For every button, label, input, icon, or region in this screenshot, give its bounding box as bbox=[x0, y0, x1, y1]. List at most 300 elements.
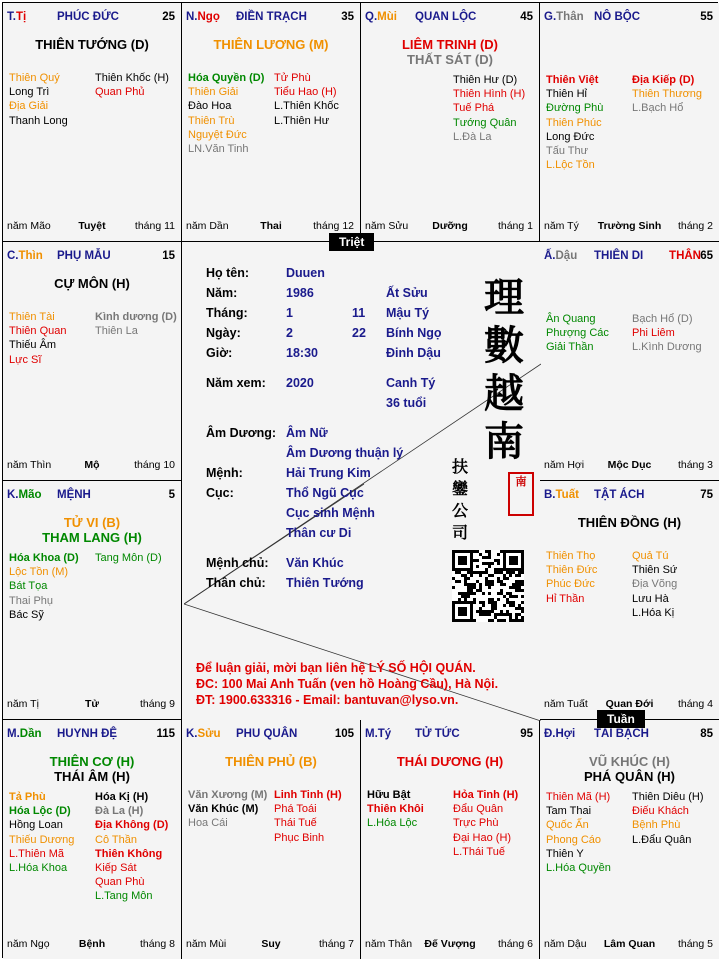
palace-footer bbox=[7, 459, 177, 473]
center-name-value: Duuen bbox=[286, 266, 325, 280]
center-view-canchi: Canh Tý bbox=[386, 376, 436, 390]
minor-stars-left bbox=[188, 788, 267, 831]
minor-star: Thiên Khốc (H) bbox=[95, 72, 169, 84]
center-menhchu-label: Mệnh chủ: bbox=[206, 556, 269, 570]
palace-name: TỬ TỨC bbox=[415, 728, 460, 740]
center-hour-label: Giờ: bbox=[206, 346, 233, 360]
center-menhchu-value: Văn Khúc bbox=[286, 556, 344, 570]
palace-branch bbox=[544, 728, 575, 740]
minor-star: Phá Toái bbox=[274, 803, 317, 816]
minor-star: Quả Tú bbox=[632, 550, 669, 562]
tuan-badge: Tuần bbox=[597, 710, 645, 728]
minor-star: Quan Phủ bbox=[95, 86, 145, 99]
minor-star: Trực Phù bbox=[453, 817, 499, 830]
minor-stars-right bbox=[632, 549, 677, 620]
palace-year: năm Thìn bbox=[7, 459, 52, 471]
palace-branch-prefix: Đ. bbox=[544, 728, 556, 740]
minor-star: L.Hóa Khoa bbox=[9, 862, 68, 875]
minor-star: Cô Thần bbox=[95, 833, 137, 846]
center-cuc-label: Cục: bbox=[206, 486, 234, 500]
minor-star: Địa Kiếp (D) bbox=[632, 74, 695, 86]
horoscope-chart bbox=[2, 2, 718, 958]
minor-star: Lực Sĩ bbox=[9, 353, 42, 366]
palace-branch-name: Mão bbox=[18, 489, 42, 501]
center-year-label: Năm: bbox=[206, 286, 238, 300]
center-thanchu-label: Thân chủ: bbox=[206, 576, 266, 590]
palace-month: tháng 9 bbox=[139, 698, 175, 710]
center-menh-label: Mệnh: bbox=[206, 466, 243, 480]
palace-branch-prefix: K. bbox=[186, 728, 198, 740]
palace-stage: Lâm Quan bbox=[603, 938, 656, 950]
palace-month: tháng 7 bbox=[318, 938, 354, 950]
palace-year: năm Tuất bbox=[544, 698, 588, 710]
palace-age: 65 bbox=[700, 250, 713, 262]
palace-year: năm Tị bbox=[7, 698, 39, 710]
minor-star: Tử Phù bbox=[274, 72, 311, 84]
palace-name: QUAN LỘC bbox=[415, 11, 477, 23]
minor-star: L.Đẩu Quân bbox=[632, 833, 692, 846]
palace-name: NÔ BỘC bbox=[594, 11, 640, 23]
palace-age: 55 bbox=[700, 11, 713, 23]
center-day-canchi: Bính Ngọ bbox=[386, 326, 442, 340]
minor-stars-left bbox=[9, 790, 74, 875]
minor-star: Thiên Mã (H) bbox=[546, 791, 611, 803]
center-month-label: Tháng: bbox=[206, 306, 248, 320]
minor-star: Phong Cáo bbox=[546, 833, 602, 846]
palace-age: 75 bbox=[700, 489, 713, 501]
palace-year: năm Mùi bbox=[186, 938, 227, 950]
minor-stars-left bbox=[188, 71, 264, 156]
palace-name: THIÊN DI bbox=[594, 250, 644, 262]
minor-stars-left bbox=[367, 788, 424, 831]
minor-stars-left bbox=[546, 312, 609, 355]
minor-star: Long Đức bbox=[546, 130, 595, 143]
main-star: LIÊM TRINH (D) bbox=[401, 37, 499, 52]
palace-month: tháng 2 bbox=[677, 220, 713, 232]
palace-month: tháng 1 bbox=[497, 220, 533, 232]
palace-stage: Mộ bbox=[84, 459, 100, 471]
minor-star: Hóa Khoa (D) bbox=[9, 552, 79, 564]
minor-star: Thiên Thương bbox=[632, 88, 703, 101]
minor-star: Phi Liêm bbox=[632, 327, 675, 340]
minor-star: Ân Quang bbox=[546, 313, 596, 325]
palace-header bbox=[186, 728, 356, 746]
minor-star: Địa Không (D) bbox=[95, 819, 169, 832]
contact-line: ĐT: 1900.633316 - Email: bantuvan@lyso.vn. bbox=[196, 693, 459, 707]
minor-star: Tấu Thư bbox=[546, 145, 589, 158]
minor-star: Phục Binh bbox=[274, 831, 325, 844]
minor-star: L.Bạch Hổ bbox=[632, 102, 684, 115]
qr-code-graphic bbox=[452, 550, 524, 622]
palace-month: tháng 3 bbox=[677, 459, 713, 471]
palace-age: 45 bbox=[520, 11, 533, 23]
palace-age: 85 bbox=[700, 728, 713, 740]
palace-cell[interactable] bbox=[182, 3, 361, 242]
palace-name: HUYNH ĐỆ bbox=[57, 728, 118, 740]
palace-year: năm Dần bbox=[186, 220, 229, 232]
minor-star: Bệnh Phù bbox=[632, 819, 681, 832]
palace-name: TẬT ÁCH bbox=[594, 489, 645, 501]
minor-star: L.Thiên Mã bbox=[9, 847, 65, 860]
palace-stage: Suy bbox=[261, 938, 281, 950]
minor-star: Thiên Y bbox=[546, 847, 584, 860]
minor-star: Tam Thai bbox=[546, 805, 592, 818]
minor-star: Thiên Việt bbox=[546, 74, 599, 86]
minor-star: Phúc Đức bbox=[546, 578, 595, 591]
palace-stage: Thai bbox=[260, 220, 282, 232]
palace-footer bbox=[544, 938, 715, 952]
center-name-label: Họ tên: bbox=[206, 266, 250, 280]
palace-cell[interactable] bbox=[540, 3, 719, 242]
minor-star: Bát Tọa bbox=[9, 580, 48, 593]
palace-branch-name: Thân bbox=[556, 11, 584, 23]
minor-stars-right bbox=[632, 73, 702, 116]
palace-name: PHÚC ĐỨC bbox=[57, 11, 119, 23]
contact-line: Để luận giải, mời bạn liên hệ LÝ SỐ HỘI QUÁN. bbox=[196, 661, 476, 675]
palace-cell[interactable] bbox=[3, 720, 182, 959]
palace-cell[interactable] bbox=[540, 720, 719, 959]
minor-star: L.Lộc Tồn bbox=[546, 159, 595, 172]
minor-star: Lộc Tồn (M) bbox=[9, 566, 69, 579]
palace-stage: Quan Đới bbox=[605, 698, 654, 710]
minor-star: Thiên Quý bbox=[9, 72, 60, 84]
center-hour-value: 18:30 bbox=[286, 346, 318, 360]
minor-star: Hồng Loan bbox=[9, 819, 63, 832]
main-star: THIÊN ĐỒNG (H) bbox=[577, 515, 682, 530]
center-cuc-value2: Cục sinh Mệnh bbox=[286, 506, 375, 520]
minor-star: Thiên Sứ bbox=[632, 564, 678, 577]
minor-stars-right bbox=[274, 788, 342, 845]
palace-age: 5 bbox=[168, 489, 175, 501]
minor-star: Địa Giải bbox=[9, 100, 49, 113]
minor-star: L.Hóa Kị bbox=[632, 606, 675, 619]
palace-year: năm Ngọ bbox=[7, 938, 50, 950]
minor-star: Hóa Quyền (D) bbox=[188, 72, 265, 84]
palace-stage: Tử bbox=[84, 698, 100, 710]
palace-branch bbox=[7, 11, 26, 23]
palace-age: 25 bbox=[162, 11, 175, 23]
palace-year: năm Dậu bbox=[544, 938, 587, 950]
minor-star: Tướng Quân bbox=[453, 116, 517, 129]
center-hour-canchi: Đinh Dậu bbox=[386, 346, 441, 360]
palace-age: 15 bbox=[162, 250, 175, 262]
palace-header bbox=[365, 11, 535, 29]
minor-star: L.Hóa Quyền bbox=[546, 862, 611, 875]
minor-star: Văn Khúc (M) bbox=[188, 803, 259, 816]
palace-year: năm Hợi bbox=[544, 459, 585, 471]
palace-month: tháng 12 bbox=[313, 220, 354, 232]
palace-branch-name: Tý bbox=[377, 728, 392, 740]
palace-branch-name: Dậu bbox=[555, 250, 578, 262]
palace-cell[interactable] bbox=[3, 242, 182, 481]
minor-stars-right bbox=[453, 788, 518, 859]
minor-star: Văn Xương (M) bbox=[188, 789, 268, 801]
palace-cell[interactable] bbox=[3, 3, 182, 242]
palace-branch bbox=[544, 11, 584, 23]
minor-star: Thiên Hư (D) bbox=[453, 74, 518, 86]
minor-star: L.Đà La bbox=[453, 130, 492, 143]
minor-star: Tả Phù bbox=[9, 791, 46, 803]
palace-branch bbox=[7, 489, 42, 501]
palace-branch-name: Sửu bbox=[197, 728, 221, 740]
palace-footer bbox=[186, 938, 356, 952]
minor-stars-right bbox=[632, 790, 704, 847]
palace-header bbox=[7, 11, 177, 29]
minor-stars-left bbox=[546, 790, 611, 875]
palace-year: năm Thân bbox=[365, 938, 413, 950]
palace-month: tháng 4 bbox=[677, 698, 713, 710]
palace-stage: Đế Vượng bbox=[424, 938, 476, 950]
palace-branch bbox=[7, 250, 43, 262]
minor-star: Thiên Diêu (H) bbox=[632, 791, 704, 803]
palace-stage: Mộc Dục bbox=[607, 459, 652, 471]
palace-name: MỆNH bbox=[57, 489, 91, 501]
contact-line: ĐC: 100 Mai Anh Tuấn (ven hồ Hoàng Cầu), Hà Nội. bbox=[196, 677, 499, 691]
center-month-value: 1 bbox=[286, 306, 293, 320]
center-view-label: Năm xem: bbox=[206, 376, 266, 390]
main-star: THÁI DƯƠNG (H) bbox=[396, 754, 504, 769]
palace-branch-name: Tuất bbox=[555, 489, 579, 501]
main-star: THIÊN CƠ (H) bbox=[49, 754, 135, 769]
palace-age: 95 bbox=[520, 728, 533, 740]
palace-footer bbox=[7, 938, 177, 952]
palace-year: năm Sửu bbox=[365, 220, 409, 232]
palace-branch-name: Tị bbox=[15, 11, 27, 23]
minor-star: Thiên Hình (H) bbox=[453, 88, 526, 101]
palace-branch-prefix: B. bbox=[544, 489, 556, 501]
minor-stars-left bbox=[9, 310, 66, 367]
palace-branch-prefix: Ấ. bbox=[544, 250, 556, 262]
minor-stars-right bbox=[95, 551, 162, 565]
minor-star: Giải Thần bbox=[546, 341, 594, 354]
center-day-label: Ngày: bbox=[206, 326, 241, 340]
minor-star: LN.Văn Tinh bbox=[188, 143, 249, 156]
minor-star: L.Kình Dương bbox=[632, 341, 702, 354]
palace-month: tháng 10 bbox=[134, 459, 175, 471]
main-star: THÁI ÂM (H) bbox=[54, 769, 130, 784]
palace-stage: Tuyệt bbox=[78, 220, 106, 232]
palace-stage: Dưỡng bbox=[432, 220, 468, 232]
palace-header bbox=[365, 728, 535, 746]
minor-star: Kình dương (D) bbox=[95, 311, 177, 323]
palace-branch-prefix: G. bbox=[544, 11, 557, 23]
palace-name: TÀI BẠCH bbox=[594, 728, 649, 740]
minor-star: Thiên Tài bbox=[9, 311, 55, 323]
main-star: TỬ VI (B) bbox=[63, 515, 121, 530]
palace-branch-name: Hợi bbox=[555, 728, 576, 740]
contact-info bbox=[196, 660, 498, 708]
center-year-canchi: Ất Sửu bbox=[386, 286, 428, 300]
palace-footer bbox=[365, 938, 535, 952]
palace-year: năm Mão bbox=[7, 220, 51, 232]
minor-star: Thiên Không bbox=[95, 847, 163, 860]
minor-star: Thanh Long bbox=[9, 114, 68, 127]
minor-star: Bác Sỹ bbox=[9, 608, 44, 621]
palace-name: ĐIỀN TRẠCH bbox=[236, 11, 307, 23]
center-year-value: 1986 bbox=[286, 286, 314, 300]
minor-stars-left bbox=[9, 71, 68, 128]
palace-header bbox=[544, 11, 715, 29]
palace-branch bbox=[7, 728, 42, 740]
palace-branch-name: Dần bbox=[19, 728, 42, 740]
palace-branch bbox=[365, 11, 397, 23]
palace-branch bbox=[186, 728, 221, 740]
main-star: PHÁ QUÂN (H) bbox=[584, 769, 675, 784]
palace-month: tháng 5 bbox=[677, 938, 713, 950]
minor-star: Đường Phù bbox=[546, 102, 604, 115]
palace-header bbox=[7, 250, 177, 268]
minor-star: Long Trì bbox=[9, 86, 50, 99]
minor-star: Hóa Kị (H) bbox=[95, 791, 149, 803]
minor-stars-right bbox=[274, 71, 339, 128]
palace-name-suffix: THÂN bbox=[669, 250, 701, 262]
minor-star: L.Hóa Lộc bbox=[367, 817, 418, 830]
palace-header bbox=[7, 728, 177, 746]
center-month-canchi: Mậu Tý bbox=[386, 306, 430, 320]
palace-cell[interactable] bbox=[3, 481, 182, 720]
center-thanchu-value: Thiên Tướng bbox=[286, 576, 364, 590]
center-amduong-value: Âm Nữ bbox=[286, 426, 328, 440]
center-panel bbox=[184, 244, 541, 721]
minor-star: Thiên Khôi bbox=[367, 803, 424, 816]
palace-stage: Bệnh bbox=[78, 938, 106, 950]
minor-star: Hóa Lộc (D) bbox=[9, 805, 71, 818]
center-cuc-value3: Thân cư Di bbox=[286, 526, 352, 540]
palace-month: tháng 8 bbox=[139, 938, 175, 950]
palace-cell[interactable] bbox=[540, 242, 719, 481]
palace-cell[interactable] bbox=[540, 481, 719, 720]
minor-star: Thai Phụ bbox=[9, 594, 54, 607]
palace-header bbox=[544, 250, 715, 268]
center-amduong-label: Âm Dương: bbox=[206, 426, 277, 440]
palace-footer bbox=[544, 459, 715, 473]
palace-branch bbox=[186, 11, 220, 23]
minor-star: Đẩu Quân bbox=[453, 803, 504, 816]
center-day-lunar: 22 bbox=[352, 326, 366, 340]
main-star: THIÊN PHỦ (B) bbox=[225, 754, 317, 769]
minor-star: Thiên Quan bbox=[9, 325, 67, 338]
minor-star: Bạch Hổ (D) bbox=[632, 313, 693, 325]
palace-header bbox=[544, 728, 715, 746]
main-star: VŨ KHÚC (H) bbox=[589, 754, 670, 769]
minor-star: Tuế Phá bbox=[453, 102, 495, 115]
palace-age: 35 bbox=[341, 11, 354, 23]
minor-star: Hỉ Thần bbox=[546, 592, 585, 605]
palace-footer bbox=[7, 698, 177, 712]
palace-header bbox=[7, 489, 177, 507]
center-month-lunar: 11 bbox=[352, 306, 366, 320]
palace-footer bbox=[7, 220, 177, 234]
palace-cell[interactable] bbox=[182, 720, 361, 959]
minor-star: Thiên Giải bbox=[188, 86, 239, 99]
palace-month: tháng 6 bbox=[497, 938, 533, 950]
minor-star: Địa Võng bbox=[632, 578, 678, 591]
main-star: THIÊN LƯƠNG (M) bbox=[213, 37, 329, 52]
calligraphy-small: 扶 鑾 公 司 bbox=[452, 457, 469, 542]
palace-cell[interactable] bbox=[361, 720, 540, 959]
palace-name: PHỤ MẪU bbox=[57, 250, 111, 262]
minor-stars-right bbox=[632, 312, 702, 355]
center-day-value: 2 bbox=[286, 326, 293, 340]
minor-star: L.Thái Tuế bbox=[453, 845, 505, 858]
main-star: THẤT SÁT (D) bbox=[407, 52, 493, 67]
palace-age: 105 bbox=[334, 728, 354, 740]
palace-branch-name: Thìn bbox=[18, 250, 43, 262]
minor-star: Thiên La bbox=[95, 325, 138, 338]
palace-month: tháng 11 bbox=[134, 220, 175, 232]
minor-star: Thiếu Âm bbox=[9, 339, 57, 352]
minor-stars-left bbox=[546, 549, 597, 606]
minor-star: L.Thiên Hư bbox=[274, 114, 330, 127]
palace-name: PHU QUÂN bbox=[236, 728, 298, 740]
minor-star: Quan Phù bbox=[95, 876, 145, 889]
minor-star: L.Tang Môn bbox=[95, 890, 153, 903]
minor-star: Quốc Ấn bbox=[546, 819, 589, 832]
palace-branch-prefix: M. bbox=[365, 728, 378, 740]
minor-star: Tang Môn (D) bbox=[95, 552, 162, 564]
palace-branch-name: Ngọ bbox=[197, 11, 220, 23]
palace-branch-prefix: N. bbox=[186, 11, 198, 23]
palace-branch-prefix: K. bbox=[7, 489, 19, 501]
main-star: THIÊN TƯỚNG (D) bbox=[35, 37, 149, 52]
minor-star: Đại Hao (H) bbox=[453, 831, 512, 844]
palace-branch bbox=[544, 250, 577, 262]
palace-header bbox=[544, 489, 715, 507]
minor-star: L.Thiên Khốc bbox=[274, 100, 339, 113]
qr-code bbox=[452, 550, 524, 622]
center-cuc-value: Thổ Ngũ Cục bbox=[286, 486, 364, 500]
minor-star: Thiên Phúc bbox=[546, 116, 602, 129]
minor-stars-right bbox=[95, 310, 177, 338]
minor-star: Thiên Đức bbox=[546, 564, 598, 577]
minor-stars-right bbox=[95, 71, 169, 99]
minor-star: Kiếp Sát bbox=[95, 862, 137, 875]
minor-star: Tiểu Hao (H) bbox=[274, 86, 337, 99]
palace-stage: Trường Sinh bbox=[597, 220, 662, 232]
minor-stars-right bbox=[453, 73, 525, 144]
minor-star: Thiên Thọ bbox=[546, 550, 596, 562]
minor-star: Linh Tinh (H) bbox=[274, 789, 342, 801]
minor-star: Thiếu Dương bbox=[9, 833, 75, 846]
center-view-age: 36 tuổi bbox=[386, 396, 427, 410]
palace-footer bbox=[365, 220, 535, 234]
minor-star: Hỏa Tinh (H) bbox=[453, 789, 519, 801]
palace-cell[interactable] bbox=[361, 3, 540, 242]
center-menh-value: Hải Trung Kim bbox=[286, 466, 371, 480]
minor-star: Đà La (H) bbox=[95, 805, 144, 818]
palace-age: 115 bbox=[156, 728, 175, 740]
minor-star: Thiên Hỉ bbox=[546, 88, 587, 101]
palace-branch-prefix: C. bbox=[7, 250, 19, 262]
palace-header bbox=[186, 11, 356, 29]
minor-stars-left bbox=[9, 551, 79, 622]
main-star: CỰ MÔN (H) bbox=[54, 276, 130, 291]
center-amduong-value2: Âm Dương thuận lý bbox=[286, 446, 404, 460]
palace-branch-prefix: Q. bbox=[365, 11, 378, 23]
minor-star: Hoa Cái bbox=[188, 817, 228, 830]
palace-year: năm Tý bbox=[544, 220, 579, 232]
minor-star: Thái Tuế bbox=[274, 817, 317, 830]
minor-stars-right bbox=[95, 790, 168, 904]
main-star: THAM LANG (H) bbox=[42, 530, 142, 545]
minor-star: Thiên Trù bbox=[188, 114, 235, 127]
palace-footer bbox=[186, 220, 356, 234]
triet-badge: Triệt bbox=[329, 233, 374, 251]
minor-stars-left bbox=[546, 73, 603, 172]
palace-branch bbox=[365, 728, 391, 740]
minor-star: Đào Hoa bbox=[188, 100, 232, 113]
seal-stamp: 南 bbox=[508, 472, 534, 516]
